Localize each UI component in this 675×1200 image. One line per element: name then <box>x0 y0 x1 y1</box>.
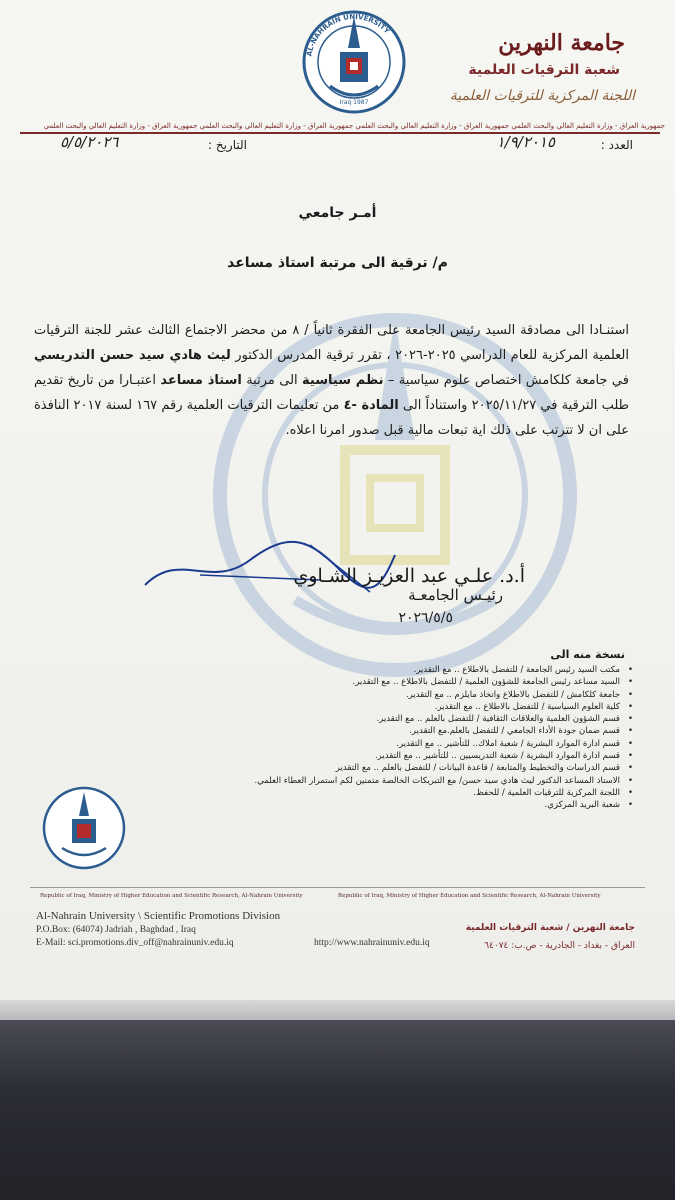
list-item: • قسم الشؤون العلمية والعلاقات الثقافية / للتفضل بالعلم .. مع التقدير. <box>173 713 633 725</box>
ministry-strip: جمهورية العراق - وزارة التعليم العالي والبحث العلمي جمهورية العراق - وزارة التعليم العالي والبحث العلمي جمهورية العراق - وزارة التعليم العالي والبحث العلمي جمهورية العراق - وزارة التعليم العالي والبحث العلمي <box>43 122 665 130</box>
footer-republic-2: Republic of Iraq, Ministry of Higher Education and Scientific Research, Al-Nahrain University <box>338 893 601 899</box>
list-item: • مكتب السيد رئيس الجامعة / للتفضل بالاطلاع .. مع التقدير. <box>173 664 633 676</box>
footer-website: http://www.nahrainuniv.edu.iq <box>314 938 430 948</box>
university-name-ar: جامعة النهرين <box>498 30 625 56</box>
footer-email: E-Mail: sci.promotions.div_off@nahrainuniv.edu.iq <box>36 938 234 948</box>
new-rank: استاذ مساعد <box>160 373 242 388</box>
footer-republic-1: Republic of Iraq, Ministry of Higher Education and Scientific Research, Al-Nahrain University <box>40 893 303 899</box>
signature-date: ٢٠٢٦/٥/٥ <box>398 610 453 626</box>
footer-address-line-2: P.O.Box: (64074) Jadriah , Baghdad , Iraq <box>36 925 196 935</box>
list-item: • جامعة كلكامش / للتفضل بالاطلاع واتخاذ مايلزم .. مع التقدير. <box>173 689 633 701</box>
body-part-2: في جامعة كلكامش اختصاص علوم سياسية – <box>383 373 629 388</box>
list-item: • السيد مساعد رئيس الجامعة للشؤون العلمية / للتفضل بالاطلاع .. مع التقدير. <box>173 676 633 688</box>
employee-name: ليث هادي سيد حسن التدريسي <box>34 348 231 363</box>
signatory-title: رئيـس الجامعـة <box>408 586 503 604</box>
logo-text: AL-NAHRAIN UNIVERSITY <box>305 12 391 57</box>
list-item: • الاستاذ المساعد الدكتور ليث هادي سيد حسن/ مع التبريكات الخالصة متمنين لكم استمرار العطاء العلمي. <box>173 775 633 787</box>
logo-ring-text <box>300 8 408 116</box>
paper-fold-edge <box>0 1000 675 1020</box>
date-value: ٥/٥/٢٠٢٦ <box>60 133 119 151</box>
list-item: • كلية العلوم السياسية / للتفضل بالاطلاع .. مع التقدير. <box>173 701 633 713</box>
order-subject: م/ ترقية الى مرتبة استاذ مساعد <box>227 255 448 271</box>
committee-name-ar: اللجنة المركزية للترقيات العلمية <box>449 88 635 104</box>
footer-arabic-line-1: جامعة النهرين / شعبة الترقيات العلمية <box>465 923 635 933</box>
body-part-3: الى مرتبة <box>241 373 303 388</box>
body-part-4: اعتبـارا من تاريخ تقديم طلب الترقية في ٢٠٢٥/١١/٢٧ واستناداً الى <box>34 373 630 413</box>
order-title: أمـر جامعي <box>298 205 377 221</box>
list-item: • قسم ادارة الموارد البشرية / شعبة التدريسيين .. للتأشير .. مع التقدير. <box>173 750 633 762</box>
specialization: نظم سياسية <box>302 373 384 388</box>
list-item: • قسم ادارة الموارد البشرية / شعبة املاك.. للتأشير .. مع التقدير. <box>173 738 633 750</box>
order-body <box>34 318 629 443</box>
date-label: التاريخ : <box>207 138 247 152</box>
footer-address-line-1: Al-Nahrain University \ Scientific Promotions Division <box>36 910 281 922</box>
number-value: ١/٩/٢٠١٥ <box>496 133 555 151</box>
article-ref: المادة -٤ <box>343 398 399 413</box>
signatory-name: أ.د. علـي عبد العزيـز الشـاوي <box>293 565 525 587</box>
division-name-ar: شعبة الترقيات العلمية <box>468 62 620 78</box>
list-item: • قسم الدراسات والتخطيط والمتابعة / قاعدة البيانات / للتفضل بالعلم .. مع التقدير <box>173 762 633 774</box>
footer-arabic-line-2: العراق - بغداد - الجادرية - ص.ب: ٦٤٠٧٤ <box>484 941 635 951</box>
logo-year: Iraq 1987 <box>339 99 369 106</box>
footer-divider <box>30 887 645 888</box>
footer-logo-icon <box>40 784 128 872</box>
copies-title: نسخة منه الى <box>550 648 625 661</box>
svg-text:AL-NAHRAIN UNIVERSITY <box>305 13 391 57</box>
background-surface <box>0 1020 675 1200</box>
list-item: • شعبة البريد المركزي. <box>173 799 633 811</box>
list-item: • اللجنة المركزية للترقيات العلمية / للحفظ. <box>173 787 633 799</box>
list-item: • قسم ضمان جودة الأداء الجامعي / للتفضل بالعلم.مع التقدير. <box>173 725 633 737</box>
copies-list <box>173 664 633 812</box>
body-part-1: استنـادا الى مصادقة السيد رئيس الجامعة على الفقرة ثانياً / ٨ من محضر الاجتماع الثالث عشر للجنة الترقيات العلمية المركزية للعام الدراسي ٢٠٢٥-٢٠٢٦ ، تقرر ترقية المدرس الدكتور <box>34 323 629 363</box>
number-label: العدد : <box>600 138 633 152</box>
body-part-5: من تعليمات الترقيات العلمية رقم ١٦٧ لسنة ٢٠١٧ النافذة على ان لا تترتب على ذلك اية تبعات مالية قبل صدور امرنا اعلاه. <box>34 398 629 438</box>
